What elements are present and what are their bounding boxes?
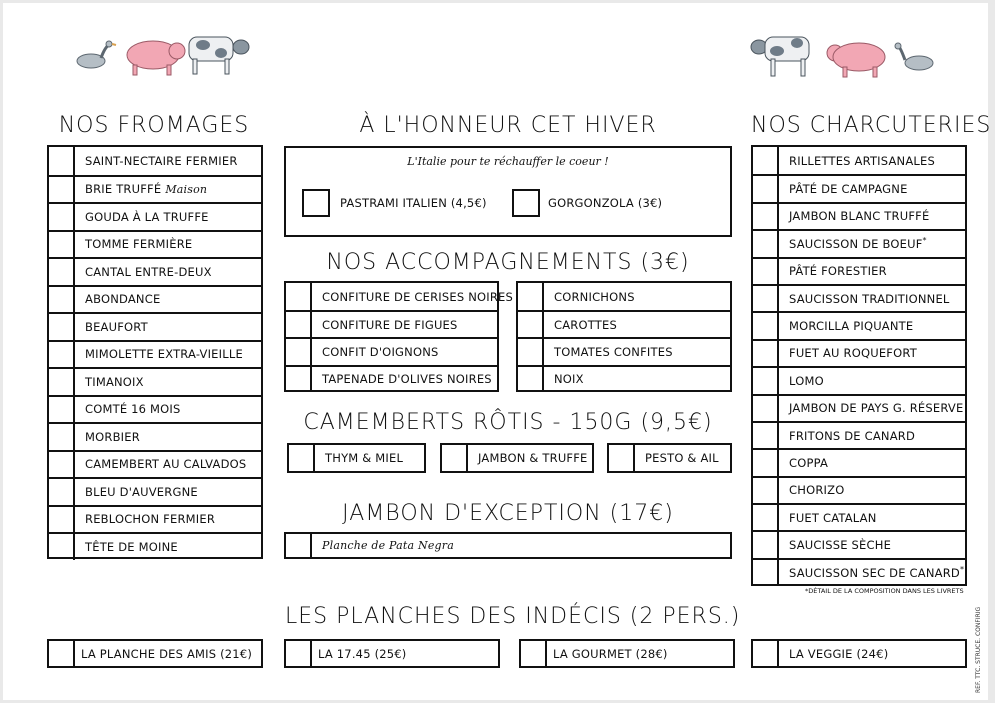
- charcuterie-row[interactable]: [753, 257, 965, 284]
- charcuterie-label: JAMBON BLANC TRUFFÉ: [789, 209, 930, 224]
- charcuterie-row[interactable]: [753, 174, 965, 201]
- checkbox[interactable]: [49, 369, 75, 395]
- checkbox[interactable]: [49, 342, 75, 368]
- pig-icon: [127, 41, 185, 75]
- cow-icon: [751, 37, 809, 76]
- jambon-title: JAMBON D'EXCEPTION (17€): [342, 501, 674, 526]
- charcuteries-note: *DÉTAIL DE LA COMPOSITION DANS LES LIVRETS: [805, 587, 964, 595]
- checkbox[interactable]: [753, 450, 779, 475]
- charcuterie-row[interactable]: [753, 202, 965, 229]
- checkbox[interactable]: [49, 147, 75, 175]
- checkbox[interactable]: [286, 367, 312, 392]
- fromage-row[interactable]: [49, 285, 261, 313]
- fromage-label: CANTAL ENTRE-DEUX: [85, 264, 212, 279]
- fromage-label: MIMOLETTE EXTRA-VIEILLE: [85, 347, 243, 362]
- fromage-row[interactable]: [49, 202, 261, 230]
- accompagnement-label: NOIX: [554, 372, 584, 387]
- fromage-row[interactable]: [49, 230, 261, 258]
- checkbox[interactable]: [286, 339, 312, 364]
- checkbox[interactable]: [289, 445, 315, 471]
- fromage-row[interactable]: [49, 395, 261, 423]
- charcuterie-label: LOMO: [789, 373, 824, 388]
- checkbox[interactable]: [49, 259, 75, 285]
- checkbox[interactable]: [302, 189, 330, 217]
- goose-icon: [895, 43, 933, 70]
- fromage-row[interactable]: [49, 477, 261, 505]
- checkbox[interactable]: [753, 341, 779, 366]
- honneur-subtitle: L'Italie pour te réchauffer le coeur !: [407, 155, 609, 168]
- honneur-item-1[interactable]: [302, 189, 487, 217]
- fromage-label: COMTÉ 16 MOIS: [85, 402, 181, 417]
- fromage-row[interactable]: [49, 450, 261, 478]
- accompagnement-label: CAROTTES: [554, 317, 617, 332]
- accompagnement-label: TAPENADE D'OLIVES NOIRES: [322, 372, 492, 387]
- checkbox[interactable]: [286, 283, 312, 310]
- camembert-item-1[interactable]: [287, 443, 426, 473]
- checkbox[interactable]: [286, 641, 312, 666]
- planche-label: LA 17.45 (25€): [318, 646, 407, 661]
- checkbox[interactable]: [286, 534, 312, 557]
- charcuterie-label: MORCILLA PIQUANTE: [789, 319, 914, 334]
- planche-item-3[interactable]: [519, 639, 735, 668]
- fromage-label: SAINT-NECTAIRE FERMIER: [85, 153, 238, 168]
- charcuterie-row[interactable]: [753, 147, 965, 174]
- checkbox[interactable]: [609, 445, 635, 471]
- checkbox[interactable]: [518, 283, 544, 310]
- checkbox[interactable]: [49, 232, 75, 258]
- honneur-item-label: PASTRAMI ITALIEN (4,5€): [340, 196, 487, 210]
- cow-icon: [189, 37, 249, 74]
- camemberts-title: CAMEMBERTS RÔTIS - 150G (9,5€): [303, 410, 713, 435]
- charcuterie-row[interactable]: [753, 284, 965, 311]
- planche-item-4[interactable]: [751, 639, 967, 668]
- camembert-label: PESTO & AIL: [645, 451, 719, 465]
- fromage-label: BRIE TRUFFÉ Maison: [85, 182, 208, 197]
- charcuterie-row[interactable]: [753, 366, 965, 393]
- fromage-label: TIMANOIX: [85, 374, 144, 389]
- accompagnement-row[interactable]: [286, 310, 497, 337]
- checkbox[interactable]: [753, 560, 779, 585]
- accompagnement-label: CONFITURE DE FIGUES: [322, 317, 458, 332]
- fromage-label: MORBIER: [85, 429, 140, 444]
- fromage-row[interactable]: [49, 175, 261, 203]
- fromage-label: TÊTE DE MOINE: [85, 539, 178, 554]
- charcuterie-row[interactable]: [753, 229, 965, 256]
- accompagnement-label: CONFIT D'OIGNONS: [322, 344, 439, 359]
- camembert-label: THYM & MIEL: [325, 451, 404, 465]
- fromage-label: ABONDANCE: [85, 292, 161, 307]
- checkbox[interactable]: [49, 479, 75, 505]
- checkbox[interactable]: [49, 287, 75, 313]
- checkbox[interactable]: [753, 532, 779, 557]
- honneur-box: [284, 146, 732, 237]
- checkbox[interactable]: [753, 204, 779, 229]
- charcuterie-row[interactable]: [753, 558, 965, 585]
- checkbox[interactable]: [49, 452, 75, 478]
- checkbox[interactable]: [518, 367, 544, 392]
- checkbox[interactable]: [286, 312, 312, 337]
- charcuterie-row[interactable]: [753, 311, 965, 338]
- fromage-row[interactable]: [49, 312, 261, 340]
- honneur-item-label: GORGONZOLA (3€): [548, 196, 663, 210]
- charcuterie-row[interactable]: [753, 421, 965, 448]
- fromage-row[interactable]: [49, 367, 261, 395]
- charcuteries-title: NOS CHARCUTERIES: [751, 113, 992, 138]
- fromage-label: REBLOCHON FERMIER: [85, 512, 216, 527]
- charcuterie-label: RILLETTES ARTISANALES: [789, 153, 935, 168]
- checkbox[interactable]: [49, 177, 75, 203]
- checkbox[interactable]: [753, 505, 779, 530]
- charcuterie-label: SAUCISSON TRADITIONNEL: [789, 291, 950, 306]
- accompagnement-row[interactable]: [286, 365, 497, 392]
- planche-item-2[interactable]: [284, 639, 500, 668]
- pig-icon: [827, 43, 885, 77]
- checkbox[interactable]: [753, 147, 779, 174]
- camembert-item-3[interactable]: [607, 443, 732, 473]
- fromage-row[interactable]: [49, 257, 261, 285]
- charcuterie-row[interactable]: [753, 530, 965, 557]
- charcuterie-label: SAUCISSE SÈCHE: [789, 538, 892, 553]
- checkbox[interactable]: [753, 396, 779, 421]
- accompagnement-label: CORNICHONS: [554, 289, 635, 304]
- charcuterie-label: FUET AU ROQUEFORT: [789, 346, 917, 361]
- charcuterie-label: PÂTÉ DE CAMPAGNE: [789, 182, 908, 197]
- charcuterie-label: FRITONS DE CANARD: [789, 428, 916, 443]
- charcuterie-label: CHORIZO: [789, 483, 845, 498]
- checkbox[interactable]: [753, 176, 779, 201]
- fromage-row[interactable]: [49, 532, 261, 560]
- menu-page: [3, 3, 992, 700]
- camembert-label: JAMBON & TRUFFE: [478, 451, 588, 465]
- charcuterie-label: PÂTÉ FORESTIER: [789, 264, 887, 279]
- planche-label: LA PLANCHE DES AMIS (21€): [81, 646, 253, 661]
- charcuterie-row[interactable]: [753, 394, 965, 421]
- accompagnement-row[interactable]: [518, 283, 730, 310]
- accompagnement-label: TOMATES CONFITES: [554, 344, 673, 359]
- checkbox[interactable]: [49, 397, 75, 423]
- honneur-title: À L'HONNEUR CET HIVER: [359, 113, 657, 138]
- charcuterie-row[interactable]: [753, 339, 965, 366]
- checkbox[interactable]: [518, 312, 544, 337]
- checkbox[interactable]: [518, 339, 544, 364]
- checkbox[interactable]: [753, 231, 779, 256]
- fromage-label: TOMME FERMIÈRE: [85, 237, 193, 252]
- checkbox[interactable]: [512, 189, 540, 217]
- checkbox[interactable]: [753, 641, 779, 666]
- charcuterie-row[interactable]: [753, 503, 965, 530]
- fromages-title: NOS FROMAGES: [58, 113, 250, 138]
- checkbox[interactable]: [753, 313, 779, 338]
- accompagnements-title: NOS ACCOMPAGNEMENTS (3€): [326, 250, 690, 275]
- charcuterie-label: COPPA: [789, 455, 829, 470]
- planche-item-1[interactable]: [47, 639, 263, 668]
- checkbox[interactable]: [49, 204, 75, 230]
- charcuterie-label: SAUCISSON DE BOEUF*: [789, 236, 927, 252]
- fromage-row[interactable]: [49, 340, 261, 368]
- fromage-label: CAMEMBERT AU CALVADOS: [85, 457, 247, 472]
- accompagnement-label: CONFITURE DE CERISES NOIRES: [322, 289, 514, 304]
- camembert-item-2[interactable]: [440, 443, 594, 473]
- animals-left-illustration: [71, 25, 256, 77]
- charcuterie-label: JAMBON DE PAYS G. RÉSERVE: [789, 401, 964, 416]
- fromage-row[interactable]: [49, 505, 261, 533]
- checkbox[interactable]: [521, 641, 547, 666]
- charcuterie-row[interactable]: [753, 476, 965, 503]
- fromage-row[interactable]: [49, 422, 261, 450]
- charcuterie-label: SAUCISSON SEC DE CANARD*: [789, 565, 965, 580]
- checkbox[interactable]: [753, 368, 779, 393]
- jambon-label: Planche de Pata Negra: [322, 539, 454, 552]
- checkbox[interactable]: [753, 478, 779, 503]
- accompagnement-row[interactable]: [518, 337, 730, 364]
- accompagnement-row[interactable]: [286, 337, 497, 364]
- charcuteries-list: [751, 145, 967, 586]
- fromage-label: BEAUFORT: [85, 319, 148, 334]
- accompagnement-row[interactable]: [518, 365, 730, 392]
- fromages-list: [47, 145, 263, 559]
- planches-title: LES PLANCHES DES INDÉCIS (2 PERS.): [285, 604, 741, 629]
- fromage-row[interactable]: [49, 147, 261, 175]
- animals-right-illustration: [747, 25, 937, 81]
- checkbox[interactable]: [49, 424, 75, 450]
- accompagnement-row[interactable]: [286, 283, 514, 310]
- charcuterie-row[interactable]: [753, 448, 965, 475]
- accompagnements-list-right: [516, 281, 732, 392]
- side-reference-text: REF. TTC. STRUCE. CONFIRIG: [975, 606, 982, 693]
- checkbox[interactable]: [753, 286, 779, 311]
- checkbox[interactable]: [442, 445, 468, 471]
- fromage-label: GOUDA À LA TRUFFE: [85, 209, 209, 224]
- planche-label: LA GOURMET (28€): [553, 646, 668, 661]
- charcuterie-label: FUET CATALAN: [789, 510, 877, 525]
- accompagnements-list-left: [284, 281, 514, 392]
- jambon-item[interactable]: [284, 532, 732, 559]
- checkbox[interactable]: [49, 507, 75, 533]
- fromage-label: BLEU D'AUVERGNE: [85, 484, 198, 499]
- accompagnement-row[interactable]: [518, 310, 730, 337]
- honneur-item-2[interactable]: [512, 189, 662, 217]
- planche-label: LA VEGGIE (24€): [789, 646, 889, 661]
- checkbox[interactable]: [49, 314, 75, 340]
- checkbox[interactable]: [49, 641, 75, 666]
- checkbox[interactable]: [753, 423, 779, 448]
- checkbox[interactable]: [753, 259, 779, 284]
- checkbox[interactable]: [49, 534, 75, 560]
- goose-icon: [77, 41, 116, 68]
